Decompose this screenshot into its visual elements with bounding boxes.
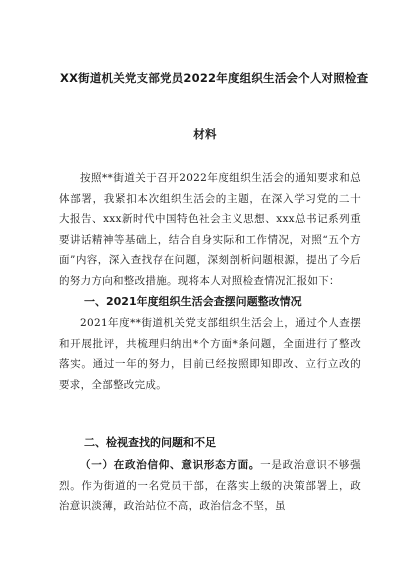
- section1-heading: 一、2021年度组织生活会查摆问题整改情况: [84, 295, 302, 308]
- subsection1-heading: （一）在政治信仰、意识形态方面。: [80, 459, 261, 471]
- subsection1-paragraph: [59, 455, 361, 517]
- intro-paragraph: [59, 168, 361, 292]
- document-title-line1: XX街道机关党支部党员2022年度组织生活会个人对照检查: [60, 71, 369, 85]
- section1-paragraph: [59, 313, 361, 395]
- section2-heading: 二、检视查找的问题和不足: [84, 436, 216, 449]
- section1-paragraph-text: 2021年度**街道机关党支部组织生活会上，通过个人查摆和开展批评，共梳理归纳出*个方面*条问题，全面进行了整改落实。通过一年的努力，目前已经按照即知即改、立行立改的要求，全部整改完成。: [59, 317, 361, 391]
- intro-paragraph-text: 按照**街道关于召开2022年度组织生活会的通知要求和总体部署，我紧扣本次组织生活会的主题，在深入学习党的二十大报告、xxx新时代中国特色社会主义思想、xxx总书记系列重要讲话精神等基础上，结合自身实际和工作情况，对照“五个方面”内容，深入查找存在问题，深刻剖析问题根源，提出了今后的努力方向和整改措施。现将本人对照检查情况汇报如下：: [59, 172, 361, 287]
- subsection1-text: 一是政治意识不够强烈。作为街道的一名党员干部，在落实上级的决策部署上，政治意识淡薄，政治站位不高，政治信念不坚，虽: [59, 459, 361, 513]
- subsection1-paragraph-wrapper: [59, 455, 361, 517]
- document-title-line2: 材料: [193, 127, 217, 141]
